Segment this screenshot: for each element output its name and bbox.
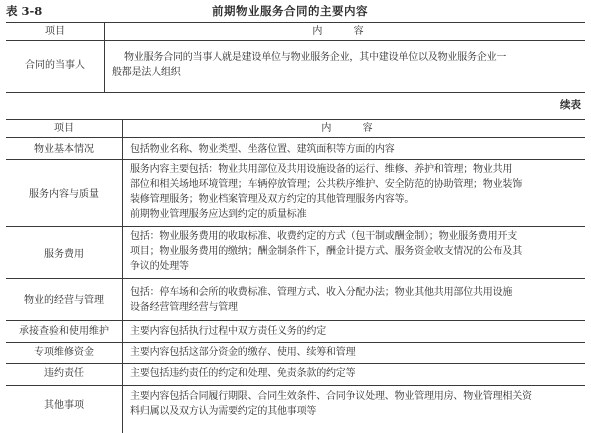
content-line: 主要内容包括执行过程中双方责任义务的约定 xyxy=(130,326,326,337)
table-header-line xyxy=(6,3,585,19)
content-line: 部位和相关场地环境管理；车辆停放管理；公共秩序维护、安全防范的协助管理；物业装饰 xyxy=(130,179,522,190)
table-top-rule xyxy=(6,22,585,23)
content-line: 装修管理服务；物业档案管理及双方约定的其他管理服务内容等。 xyxy=(130,194,415,205)
content-line: 服务内容主要包括：物业共用部位及共用设施设备的运行、维修、养护和管理；物业共用 xyxy=(130,164,513,175)
row-content-liability xyxy=(130,366,585,381)
content-line: 主要内容包括合同履行期限、合同生效条件、合同争议处理、物业管理用房、物业管理相关资 xyxy=(130,391,532,402)
content-line: 前期物业管理服务应达到约定的质量标准 xyxy=(130,209,307,220)
row-rule xyxy=(6,385,585,386)
header-item: 项目 xyxy=(45,26,65,37)
table-header-rule xyxy=(6,40,585,41)
content-line: 项目；物业服务费用的缴纳；酬金制条件下，酬金计提方式、服务资金收支情况的公布及其 xyxy=(130,246,522,257)
content-line: 料归属以及双方认为需要约定的其他事项等 xyxy=(130,406,317,417)
continued-label: 续表 xyxy=(560,99,581,111)
content-line: 主要包括违约责任的约定和处理、免责条款的约定等 xyxy=(130,368,356,379)
row-rule xyxy=(6,320,585,321)
row-content-service-content xyxy=(130,162,585,222)
row-label-parties: 合同的当事人 xyxy=(25,60,85,71)
content-line: 设备经营管理经营与管理 xyxy=(130,302,238,313)
content-line: 般都是法人组织 xyxy=(112,67,181,78)
row-content-other-matters xyxy=(130,389,585,419)
row-rule xyxy=(6,159,585,160)
row-label-liability: 违约责任 xyxy=(44,368,84,379)
row-content-maintenance-fund xyxy=(130,345,585,360)
row-label-acceptance: 承接查验和使用维护 xyxy=(19,326,109,337)
row-content-acceptance xyxy=(130,324,585,339)
cont-header-rule xyxy=(6,137,585,138)
row-content-operations xyxy=(130,285,585,315)
row-rule xyxy=(6,342,585,343)
content-line: 争议的处理等 xyxy=(130,261,189,272)
table-title: 前期物业服务合同的主要内容 xyxy=(212,4,368,18)
row-rule xyxy=(6,278,585,279)
row-label-service-fees: 服务费用 xyxy=(44,249,84,260)
row-label-operations: 物业的经营与管理 xyxy=(24,295,104,306)
cont-header-content: 内 容 xyxy=(321,123,387,134)
row-label-maintenance-fund: 专项维修资金 xyxy=(34,347,94,358)
table-number: 表 3-8 xyxy=(6,4,43,18)
content-line: 物业服务合同的当事人就是建设单位与物业服务企业，其中建设单位以及物业服务企业一 xyxy=(124,52,507,63)
row-rule xyxy=(6,363,585,364)
row-rule xyxy=(6,226,585,227)
row-content-parties xyxy=(112,50,584,80)
content-line: 主要内容包括这部分资金的缴存、使用、续筹和管理 xyxy=(130,347,356,358)
table-bottom-rule xyxy=(6,92,585,93)
row-label-service-content: 服务内容与质量 xyxy=(29,189,99,200)
content-line: 包括物业名称、物业类型、坐落位置、建筑面积等方面的内容 xyxy=(130,144,395,155)
header-content: 内 容 xyxy=(312,26,378,37)
row-content-property-info xyxy=(130,142,585,157)
row-content-service-fees xyxy=(130,229,585,274)
cont-header-item: 项目 xyxy=(54,123,74,134)
row-label-other-matters: 其他事项 xyxy=(44,400,84,411)
content-line: 包括：停车场和会所的收费标准、管理方式、收入分配办法；物业其他共用部位共用设施 xyxy=(130,287,513,298)
content-line: 包括：物业服务费用的收取标准、收费约定的方式（包干制或酬金制）；物业服务费用开支 xyxy=(130,231,517,242)
row-label-property-info: 物业基本情况 xyxy=(34,144,94,155)
cont-table-top-rule xyxy=(6,119,585,120)
